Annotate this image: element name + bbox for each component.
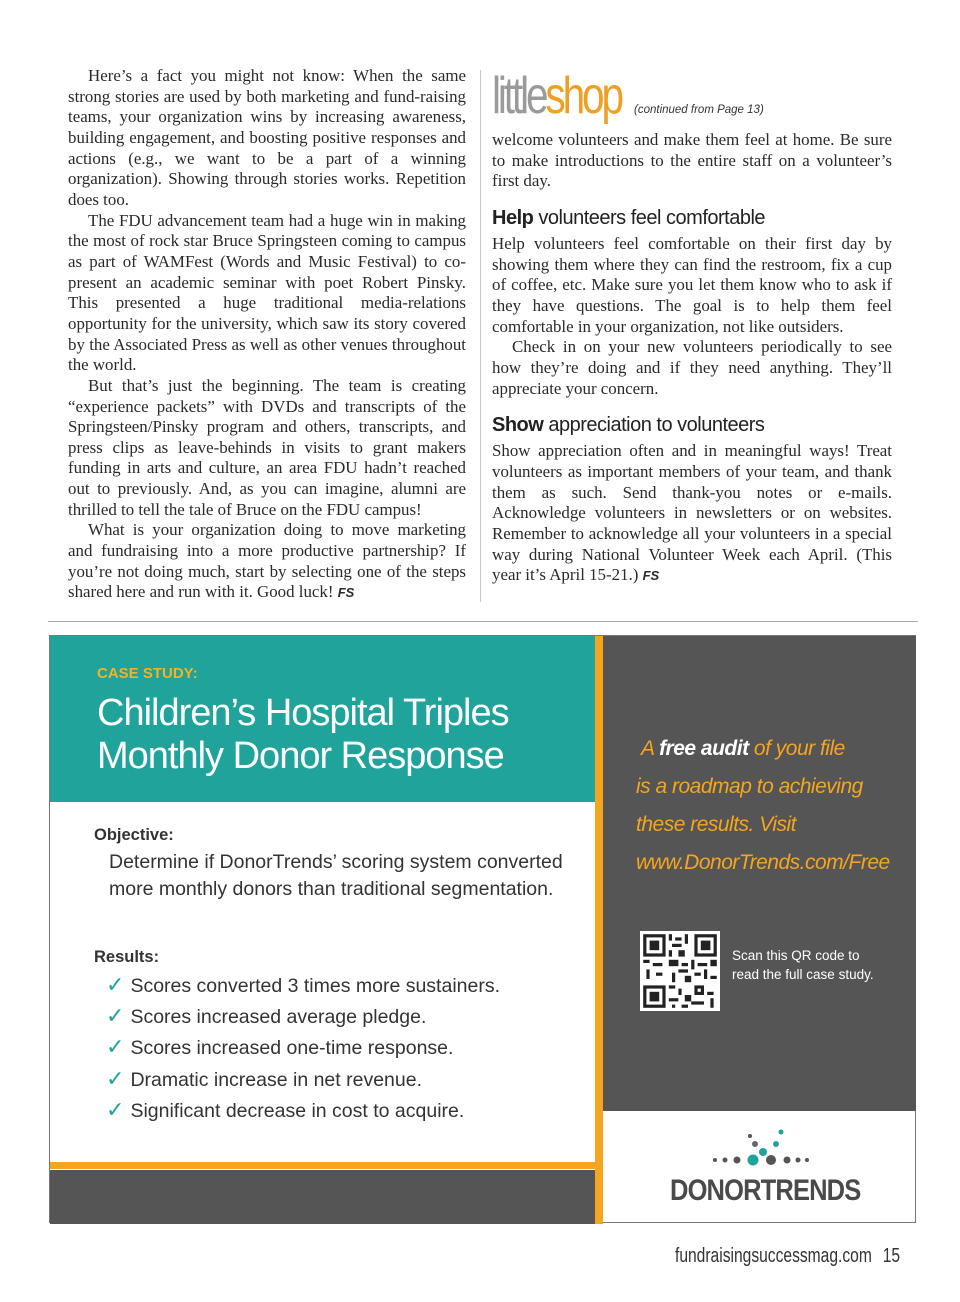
results-list bbox=[106, 970, 500, 1126]
logo-shop: shop bbox=[545, 67, 621, 125]
show-paragraph-1 bbox=[492, 441, 892, 587]
subhead-help-bold: Help bbox=[492, 206, 534, 229]
left-paragraph-3: But that’s just the beginning. The team is creating “experience packets” with DVDs and transcripts of the Springsteen/Pinsky program and others, transcripts, and press clips as leave-behinds in visits to grant makers funding in arts and culture, an area FDU hadn’t reached out to previously. And, as you can imagine, alumni are thrilled to tell the tale of Bruce on the FDU campus! bbox=[68, 375, 466, 519]
left-paragraph-4-text: What is your organization doing to move marketing and fundraising into a more productive partnership? If you’re not doing much, start by selecting one of the steps shared here and run with it. Good luck! bbox=[68, 520, 466, 602]
left-article-column bbox=[68, 66, 466, 604]
promo-a: A bbox=[641, 737, 660, 760]
subhead-show bbox=[492, 413, 892, 437]
check-icon: ✓ bbox=[106, 972, 125, 997]
check-icon: ✓ bbox=[106, 1096, 125, 1122]
ad-gray-footer bbox=[50, 1170, 595, 1224]
subhead-help-rest: volunteers feel comfortable bbox=[533, 206, 766, 229]
ad-orange-bar bbox=[50, 1162, 595, 1169]
result-item bbox=[106, 1064, 500, 1095]
right-article-column bbox=[492, 66, 892, 587]
free-audit-promo bbox=[636, 730, 906, 882]
left-paragraph-4 bbox=[68, 520, 466, 604]
littleshop-header bbox=[492, 66, 892, 130]
show-paragraph-1-text: Show appreciation often and in meaningful ways! Treat volunteers as important members of your team, and thank them as such. Send thank-you notes or e-mails. Acknowledge volunteers in newsletters or on websites. Remember to acknowledge all your volunteers in a special way during National Volunteer Week each April. (This year it’s April 15-21.) bbox=[492, 441, 892, 585]
help-paragraph-1: Help volunteers feel comfortable on their first day by showing them where they can find the restroom, fix a cup of coffee, etc. Make sure you let them know who to ask if they have questions. The goal is to help them feel comfortable in your organization, not like outsiders. bbox=[492, 233, 892, 336]
continued-note: (continued from Page 13) bbox=[634, 104, 764, 116]
check-icon: ✓ bbox=[106, 1034, 125, 1060]
column-divider bbox=[480, 70, 481, 602]
ad-orange-divider bbox=[595, 636, 603, 1224]
promo-rest: of your file bbox=[748, 737, 845, 760]
ad-teal-banner bbox=[50, 636, 595, 802]
qr-caption-line-1: Scan this QR code to bbox=[732, 948, 860, 963]
promo-url-link[interactable]: www.DonorTrends.com/Free bbox=[636, 851, 890, 874]
footer-site: fundraisingsuccessmag.com bbox=[675, 1245, 872, 1267]
case-study-label: CASE STUDY: bbox=[97, 665, 198, 682]
horizontal-rule bbox=[48, 621, 918, 622]
left-paragraph-1: Here’s a fact you might not know: When the same strong stories are used by both marketing and fund-raising teams, your organization wins by increasing awareness, building engagement, and boosting positive responses and actions (e.g., we want to be a part of a winning organization). Showing through stories works. Repetition does too. bbox=[68, 66, 466, 209]
left-paragraph-2: The FDU advancement team had a huge win in making the most of rock star Bruce Springsteen coming to campus as part of WAMFest (Words and Music Festival) to co-present an academic seminar with poet Robert Pinsky. This presented a huge traditional media-relations opportunity for the university, which saw its story covered by the Associated Press as well as other venues throughout the world. bbox=[68, 210, 466, 375]
logo-little: little bbox=[492, 67, 546, 125]
check-icon: ✓ bbox=[106, 1065, 125, 1091]
result-text: Significant decrease in cost to acquire. bbox=[130, 1099, 465, 1122]
results-label: Results: bbox=[94, 948, 160, 966]
check-icon: ✓ bbox=[106, 1003, 125, 1029]
case-title-line-2: Monthly Donor Response bbox=[97, 735, 504, 777]
page-footer bbox=[675, 1245, 900, 1268]
result-text: Scores increased average pledge. bbox=[130, 1006, 427, 1029]
end-mark: FS bbox=[337, 585, 355, 601]
promo-bold: free audit bbox=[659, 737, 749, 760]
promo-line-3: these results. Visit bbox=[636, 813, 797, 836]
result-item bbox=[106, 1001, 500, 1032]
result-text: Scores converted 3 times more sustainers. bbox=[130, 975, 501, 997]
case-title-line-1: Children’s Hospital Triples bbox=[97, 692, 509, 734]
subhead-show-rest: appreciation to volunteers bbox=[543, 414, 765, 437]
donortrends-ad bbox=[49, 635, 916, 1223]
promo-line-1 bbox=[636, 730, 906, 768]
qr-code-icon[interactable] bbox=[640, 931, 720, 1011]
qr-caption bbox=[732, 946, 874, 984]
subhead-help bbox=[492, 206, 892, 230]
objective-label: Objective: bbox=[94, 826, 174, 844]
qr-caption-line-2: read the full case study. bbox=[732, 967, 874, 982]
result-item bbox=[106, 1032, 500, 1063]
end-mark-right: FS bbox=[642, 568, 660, 584]
objective-text: Determine if DonorTrends’ scoring system converted more monthly donors than traditional segmentation. bbox=[109, 851, 563, 900]
donortrends-wordmark: DONORTRENDS bbox=[670, 1174, 861, 1207]
right-intro-paragraph: welcome volunteers and make them feel at home. Be sure to make introductions to the entire staff on a volunteer’s first day. bbox=[492, 130, 892, 191]
result-text: Scores increased one-time response. bbox=[130, 1037, 454, 1060]
result-text: Dramatic increase in net revenue. bbox=[130, 1068, 422, 1091]
case-study-title bbox=[97, 692, 587, 778]
result-item bbox=[106, 1095, 500, 1126]
littleshop-logo bbox=[492, 66, 621, 126]
subhead-show-bold: Show bbox=[492, 414, 544, 437]
page-number: 15 bbox=[882, 1245, 901, 1267]
result-item bbox=[106, 970, 500, 1001]
help-paragraph-2: Check in on your new volunteers periodically to see how they’re doing and if they need anything. They’ll appreciate your concern. bbox=[492, 337, 892, 398]
promo-line-2: is a roadmap to achieving bbox=[636, 775, 863, 798]
